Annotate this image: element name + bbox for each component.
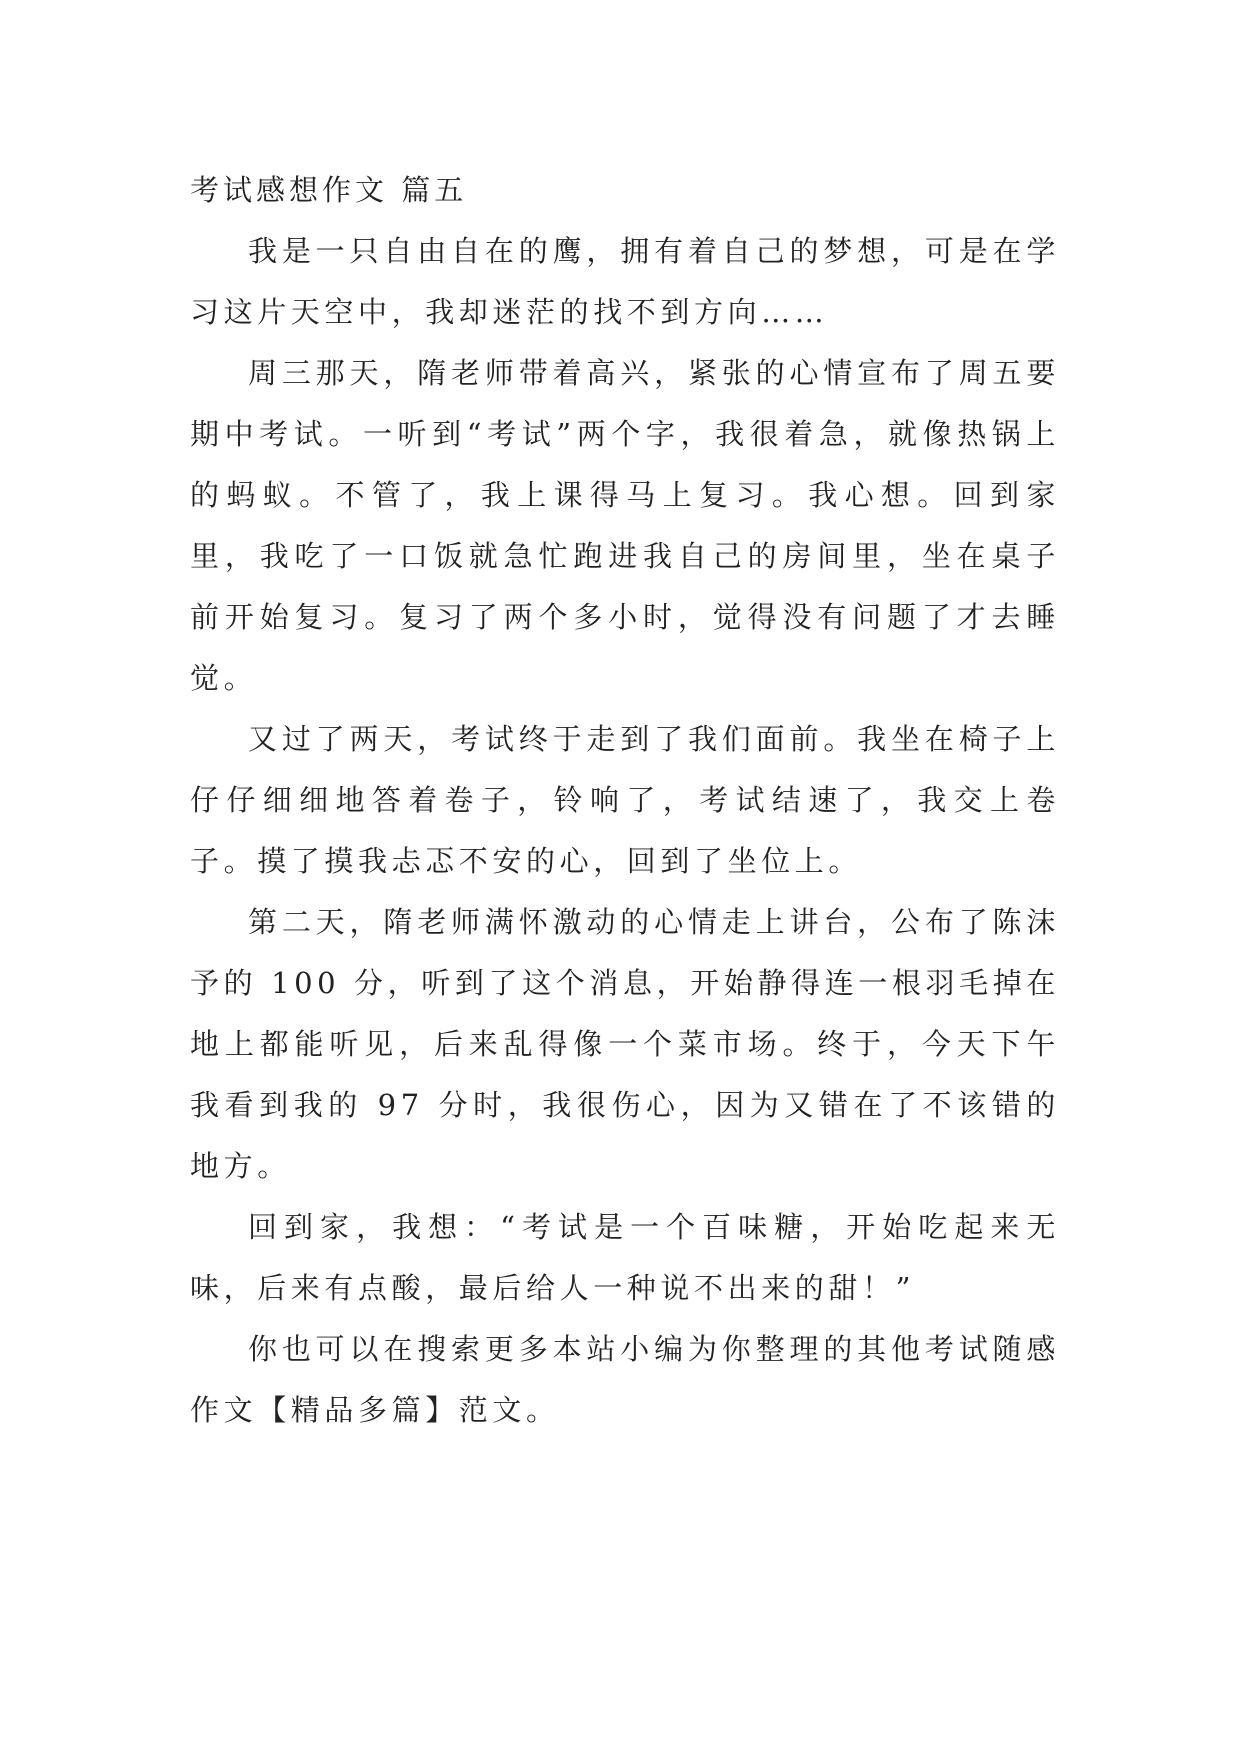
document-title: 考试感想作文 篇五 xyxy=(190,173,468,207)
paragraph-2: 周三那天，隋老师带着高兴，紧张的心情宣布了周五要期中考试。一听到“考试”两个字，我很着急，就像热锅上的蚂蚁。不管了，我上课得马上复习。我心想。回到家里，我吃了一口饭就急忙跑进我自己的房间里，坐在桌子前开始复习。复习了两个多小时，觉得没有问题了才去睡觉。 xyxy=(190,356,1060,695)
paragraph-1: 我是一只自由自在的鹰，拥有着自己的梦想，可是在学习这片天空中，我却迷茫的找不到方向…… xyxy=(190,234,1060,329)
paragraph-4: 第二天，隋老师满怀激动的心情走上讲台，公布了陈沫予的 100 分，听到了这个消息，开始静得连一根羽毛掉在地上都能听见，后来乱得像一个菜市场。终于，今天下午我看到我的 97 分时，我很伤心，因为又错在了不该错的地方。 xyxy=(190,905,1060,1183)
document-body xyxy=(190,160,1060,1441)
paragraph-5: 回到家，我想：“考试是一个百味糖，开始吃起来无味，后来有点酸，最后给人一种说不出来的甜！” xyxy=(190,1210,1060,1305)
paragraph-3: 又过了两天，考试终于走到了我们面前。我坐在椅子上仔仔细细地答着卷子，铃响了，考试结速了，我交上卷子。摸了摸我忐忑不安的心，回到了坐位上。 xyxy=(190,722,1060,878)
paragraph-6: 你也可以在搜索更多本站小编为你整理的其他考试随感作文【精品多篇】范文。 xyxy=(190,1332,1060,1427)
